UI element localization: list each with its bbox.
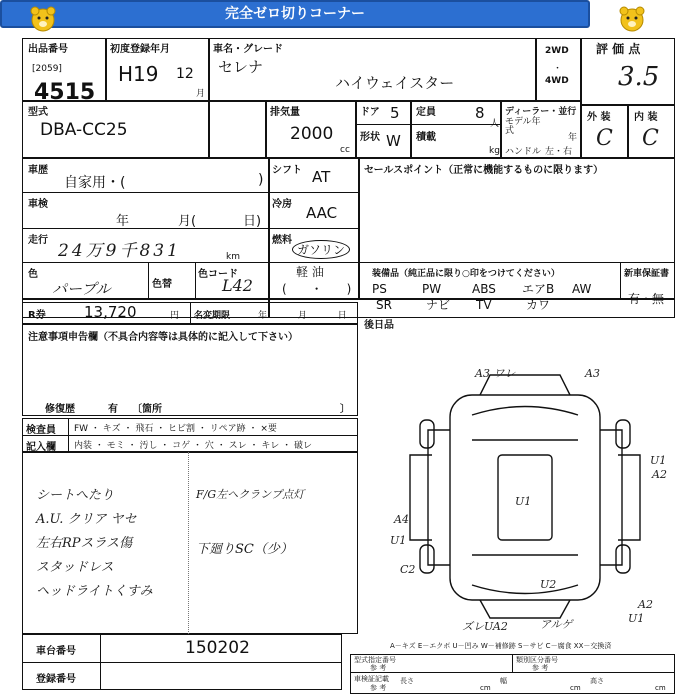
- equipment-item: ABS: [472, 282, 496, 296]
- handwritten-note: 左右RPスラス傷: [36, 536, 133, 551]
- shift-value: AT: [312, 168, 331, 186]
- inspector-label: 検査員: [26, 425, 56, 436]
- displacement-label: 排気量: [270, 107, 300, 118]
- height-label: 高さ: [590, 677, 604, 685]
- shift-label: シフト: [272, 165, 302, 176]
- car-name: セレナ: [218, 58, 264, 76]
- equipment-item: PW: [422, 282, 442, 296]
- recycle-label: R券: [28, 310, 46, 321]
- ac-label: 冷房: [272, 199, 292, 210]
- model-code: DBA-CC25: [40, 120, 128, 140]
- equipment-item: ナビ: [426, 298, 451, 312]
- damage-mark: U1: [390, 534, 407, 547]
- expiry-units: 年 月 日: [258, 311, 347, 321]
- damage-mark: C2: [400, 563, 416, 576]
- displacement-unit: cc: [340, 145, 350, 155]
- damage-mark: U1: [515, 495, 532, 508]
- handwritten-right-1: F/G左ヘクランプ点灯: [196, 488, 305, 501]
- first-reg-label: 初度登録年月: [110, 44, 170, 55]
- handwritten-note: スタッドレス: [36, 560, 114, 575]
- damage-mark: ズレUA2: [462, 620, 508, 633]
- inspection-row1-items: FW ・ キズ ・ 飛石 ・ ヒビ割 ・ リペア跡 ・ ×要: [74, 424, 277, 434]
- type-number-label: 型式指定番号: [354, 656, 396, 664]
- class-number-label: 類別区分番号: [516, 656, 558, 664]
- drive-separator: ・: [553, 64, 563, 74]
- notes-label: 注意事項申告欄（不具合内容等は具体的に記入して下さい）: [28, 332, 298, 343]
- later-items-label: 後日品: [364, 320, 394, 331]
- chassis-number: 150202: [185, 638, 250, 658]
- shaken-day: 日): [243, 214, 262, 229]
- handwritten-note: ヘッドライトくすみ: [36, 584, 153, 599]
- exterior-label: 外 装: [587, 112, 611, 123]
- header-frame: [22, 38, 675, 158]
- car-body-diagram: [380, 360, 680, 635]
- displacement: 2000: [290, 124, 334, 144]
- recycle-value: 13,720: [84, 303, 137, 321]
- bear-mascot-icon: [617, 4, 647, 34]
- color-label: 色: [28, 269, 38, 280]
- lot-label: 出品番号: [28, 44, 68, 55]
- new-warranty-label: 新車保証書: [624, 269, 670, 279]
- doors: 5: [390, 104, 400, 122]
- bear-mascot-icon: [28, 4, 58, 34]
- model-label: 型式: [28, 107, 48, 118]
- seat-label: 定員: [416, 107, 436, 118]
- repair-place: 〔箇所: [132, 404, 162, 415]
- chassis-label: 車台番号: [36, 646, 76, 657]
- registration-label: 車歴: [28, 165, 48, 176]
- mileage-label: 走行: [28, 235, 48, 246]
- shaken-year: 年: [116, 214, 130, 229]
- repair-label: 修復歴: [45, 404, 75, 415]
- equipment-item: TV: [476, 298, 492, 312]
- height-unit: cm: [655, 684, 666, 692]
- handle-label: ハンドル: [505, 147, 542, 157]
- seat-unit: 人: [490, 119, 500, 129]
- load-label: 積載: [416, 132, 436, 143]
- month-unit: 月: [196, 89, 206, 99]
- damage-mark: A3 ワレ: [475, 367, 516, 380]
- body-shape: W: [386, 132, 401, 150]
- size-label: 車検証記載: [354, 675, 389, 683]
- width-unit: cm: [570, 684, 581, 692]
- era-year: H19: [118, 62, 159, 86]
- recycle-unit: 円: [170, 311, 180, 321]
- car-grade: ハイウェイスター: [335, 74, 455, 92]
- fuel-gasoline: ガソリン: [292, 240, 350, 259]
- paren-fuel: ( ・ ): [282, 282, 352, 296]
- damage-mark: アルゲ: [540, 618, 573, 631]
- damage-mark: U1: [628, 612, 645, 625]
- mileage-unit: km: [226, 252, 240, 262]
- lot-code: [2059]: [32, 64, 62, 74]
- width-label: 幅: [500, 677, 507, 685]
- expiry-label: 名変期限: [194, 311, 231, 321]
- drive-4wd: 4WD: [545, 76, 569, 86]
- equipment-item: カワ: [526, 298, 551, 312]
- drive-2wd: 2WD: [545, 46, 569, 56]
- entry-label: 記入欄: [26, 442, 56, 453]
- interior-label: 内 装: [634, 112, 658, 123]
- reference-1: 参 考: [370, 664, 387, 672]
- dealer-label: ディーラー・並行: [505, 107, 577, 117]
- handwritten-right-2: 下廻りSC（少）: [196, 542, 293, 557]
- reference-2: 参 考: [532, 664, 549, 672]
- handwritten-note: シートへたり: [36, 488, 115, 503]
- fuel-label: 燃料: [272, 235, 292, 246]
- rating-label: 評 価 点: [596, 42, 641, 56]
- equipment-row1: [372, 280, 622, 297]
- interior-grade: C: [642, 126, 659, 151]
- damage-legend: A－キズ E－エクボ U－凹み W－補修跡 S－サビ C－腐食 XX－交換済: [390, 642, 612, 650]
- reg-month: 12: [176, 66, 194, 82]
- model-year-label: モデル年式: [505, 117, 541, 136]
- load-unit: kg: [489, 146, 500, 156]
- damage-mark: U2: [540, 578, 557, 591]
- color-change-label: 色替: [152, 279, 172, 290]
- year-unit: 年: [568, 133, 578, 143]
- exterior-grade: C: [596, 126, 613, 151]
- registration-value: 自家用・(: [64, 175, 126, 191]
- new-warranty-options: 有・無: [628, 292, 665, 306]
- banner-title: 完全ゼロ切りコーナー: [0, 0, 590, 28]
- damage-mark: A4: [394, 513, 409, 526]
- shaken-label: 車検: [28, 199, 48, 210]
- car-name-label: 車名・グレード: [213, 44, 283, 55]
- ac-value: AAC: [306, 204, 338, 222]
- mileage-value: 24万9千831: [58, 241, 181, 261]
- color-value: パープル: [52, 280, 111, 298]
- handwritten-notes: [36, 484, 153, 604]
- color-code-label: 色コード: [198, 269, 238, 280]
- sales-point-label: セールスポイント（正常に機能するものに限ります）: [364, 165, 604, 176]
- handle-options: 左・右: [545, 147, 573, 157]
- fuel-diesel: 軽 油: [296, 265, 324, 279]
- equipment-item: AW: [572, 282, 592, 296]
- reference-3: 参 考: [370, 684, 387, 692]
- lot-number: 4515: [34, 80, 96, 105]
- seats: 8: [475, 104, 485, 122]
- repair-value: 有: [108, 404, 118, 415]
- equipment-label: 装備品（純正品に限り○印をつけてください）: [372, 269, 560, 279]
- shaken-month: 月(: [178, 214, 197, 229]
- equipment-item: PS: [372, 282, 387, 296]
- damage-mark: A2: [652, 468, 667, 481]
- shape-label: 形状: [360, 132, 380, 143]
- color-code: L42: [222, 276, 253, 295]
- damage-mark: U1: [650, 454, 667, 467]
- paren-close: ): [258, 172, 264, 188]
- equipment-row2: [376, 296, 576, 313]
- handwritten-note: A.U. クリア ヤセ: [36, 512, 137, 527]
- rating-value: 3.5: [618, 62, 660, 92]
- plate-label: 登録番号: [36, 674, 76, 685]
- damage-mark: A3: [585, 367, 600, 380]
- inspection-row2-items: 内装 ・ モミ ・ 汚し ・ コゲ ・ 穴 ・ スレ ・ キレ ・ 破レ: [74, 441, 312, 451]
- equipment-item: エアB: [522, 282, 555, 296]
- repair-end: 〕: [340, 404, 350, 415]
- door-label: ドア: [360, 107, 380, 118]
- length-label: 長さ: [400, 677, 414, 685]
- damage-mark: A2: [638, 598, 653, 611]
- length-unit: cm: [480, 684, 491, 692]
- equipment-item: SR: [376, 298, 392, 312]
